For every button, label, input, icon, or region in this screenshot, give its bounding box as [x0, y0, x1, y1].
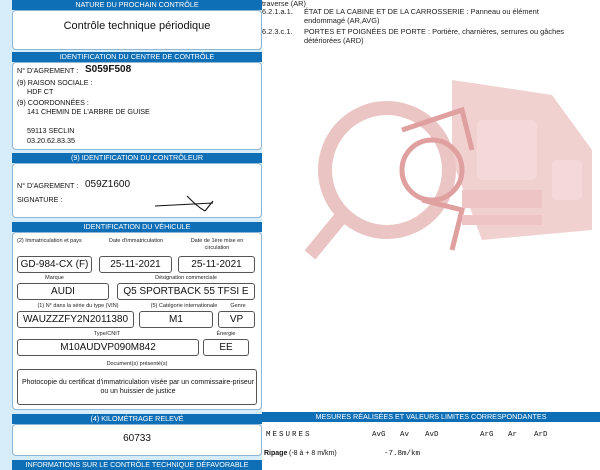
- kilometrage-header: (4) KILOMÉTRAGE RELEVÉ: [12, 414, 262, 424]
- ripage-label: Ripage: [264, 450, 288, 457]
- informations-header: INFORMATIONS SUR LE CONTRÔLE TECHNIQUE DÉFAVORABLE: [12, 460, 262, 470]
- centre-coord-label: (9) COORDONNÉES :: [17, 98, 89, 107]
- mesures-panel: [262, 422, 600, 470]
- defects-area: [262, 0, 600, 412]
- genre-label: Genre: [230, 303, 246, 309]
- centre-header: IDENTIFICATION DU CENTRE DE CONTRÔLE: [12, 52, 262, 62]
- vin-label: (1) N° dans la série du type (VIN): [37, 303, 119, 309]
- mesures-header: MESURES RÉALISÉES ET VALEURS LIMITES CORRESPONDANTES: [262, 412, 600, 422]
- controleur-signature-label: SIGNATURE :: [17, 195, 63, 204]
- col-ar: Ar: [508, 431, 518, 439]
- prochain-controle-panel: [12, 10, 262, 50]
- documents-label: Document(s) présenté(s): [106, 361, 168, 367]
- vehicule-panel: [12, 232, 262, 410]
- date-immat-value: 25-11-2021: [99, 256, 172, 273]
- col-avg: AvG: [372, 431, 386, 439]
- immat-value: GD-984-CX (F): [17, 256, 92, 273]
- col-ard: ArD: [534, 431, 548, 439]
- defect-text: détériorées (ARD): [304, 36, 364, 45]
- centre-panel: [12, 62, 262, 150]
- type-value: M10AUDVP090M842: [17, 339, 199, 356]
- defect-text: PORTES ET POIGNÉES DE PORTE : Portière, charnières, serrures ou gâches: [304, 27, 564, 36]
- type-label: Type/CNIT: [93, 331, 121, 337]
- centre-address-line2: 59113 SECLIN: [27, 126, 75, 135]
- prochain-controle-header: NATURE DU PROCHAIN CONTRÔLE: [12, 0, 262, 10]
- centre-address-line1: 141 CHEMIN DE L'ARBRE DE GUISE: [27, 107, 150, 116]
- ripage-value: -7.8m/km: [384, 450, 421, 458]
- immat-label: (2) Immatriculation et pays: [17, 238, 82, 244]
- categorie-label: (5) Catégorie internationale: [150, 303, 218, 309]
- centre-agrement-value: S059F508: [85, 64, 132, 75]
- signature-icon: [153, 192, 223, 214]
- col-arg: ArG: [480, 431, 494, 439]
- controleur-agrement-value: 059Z1600: [85, 179, 131, 190]
- energie-label: Énergie: [216, 331, 236, 337]
- date-immat-label: Date d'immatriculation: [108, 238, 164, 244]
- centre-raison-value: HDF CT: [27, 87, 54, 96]
- centre-agrement-label: N° D'AGREMENT :: [17, 66, 79, 75]
- controleur-header: (9) IDENTIFICATION DU CONTRÔLEUR: [12, 153, 262, 163]
- defect-text: ÉTAT DE LA CABINE ET DE LA CARROSSERIE : Panneau ou élément: [304, 7, 539, 16]
- defect-code: 6.2.1.a.1.: [262, 7, 293, 16]
- vehicule-header: IDENTIFICATION DU VÉHICULE: [12, 222, 262, 232]
- documents-value: Photocopie du certificat d'immatriculation visée par un commissaire-priseur ou un huissier de justice: [21, 379, 255, 395]
- marque-value: AUDI: [17, 283, 109, 300]
- controleur-panel: [12, 163, 262, 218]
- centre-raison-label: (9) RAISON SOCIALE :: [17, 78, 93, 87]
- categorie-value: M1: [139, 311, 213, 328]
- centre-phone: 03.20.62.83.35: [27, 136, 75, 145]
- col-avd: AvD: [425, 431, 439, 439]
- vin-value: WAUZZZFY2N2011380: [17, 311, 134, 328]
- defect-line: traverse (AR): [262, 0, 306, 8]
- designation-value: Q5 SPORTBACK 55 TFSI E: [117, 283, 255, 300]
- documents-box: [17, 369, 257, 405]
- defect-text: endommagé (AR,AVG): [304, 16, 380, 25]
- kilometrage-value: 60733: [123, 433, 151, 444]
- marque-label: Marque: [45, 275, 64, 281]
- kilometrage-panel: [12, 424, 262, 456]
- energie-value: EE: [203, 339, 249, 356]
- defect-code: 6.2.3.c.1.: [262, 27, 293, 36]
- date-1ere-value: 25-11-2021: [178, 256, 255, 273]
- genre-value: VP: [218, 311, 255, 328]
- designation-label: Désignation commerciale: [155, 275, 217, 281]
- mesures-label: MESURES: [266, 431, 312, 439]
- prochain-controle-value: Contrôle technique périodique: [63, 20, 211, 32]
- car-watermark-icon: [302, 40, 600, 280]
- date-1ere-label: Date de 1ère mise en circulation: [190, 238, 244, 251]
- ripage-range: (-8 à + 8 m/km): [289, 450, 337, 457]
- controleur-agrement-label: N° D'AGREMENT :: [17, 181, 79, 190]
- col-av: Av: [400, 431, 410, 439]
